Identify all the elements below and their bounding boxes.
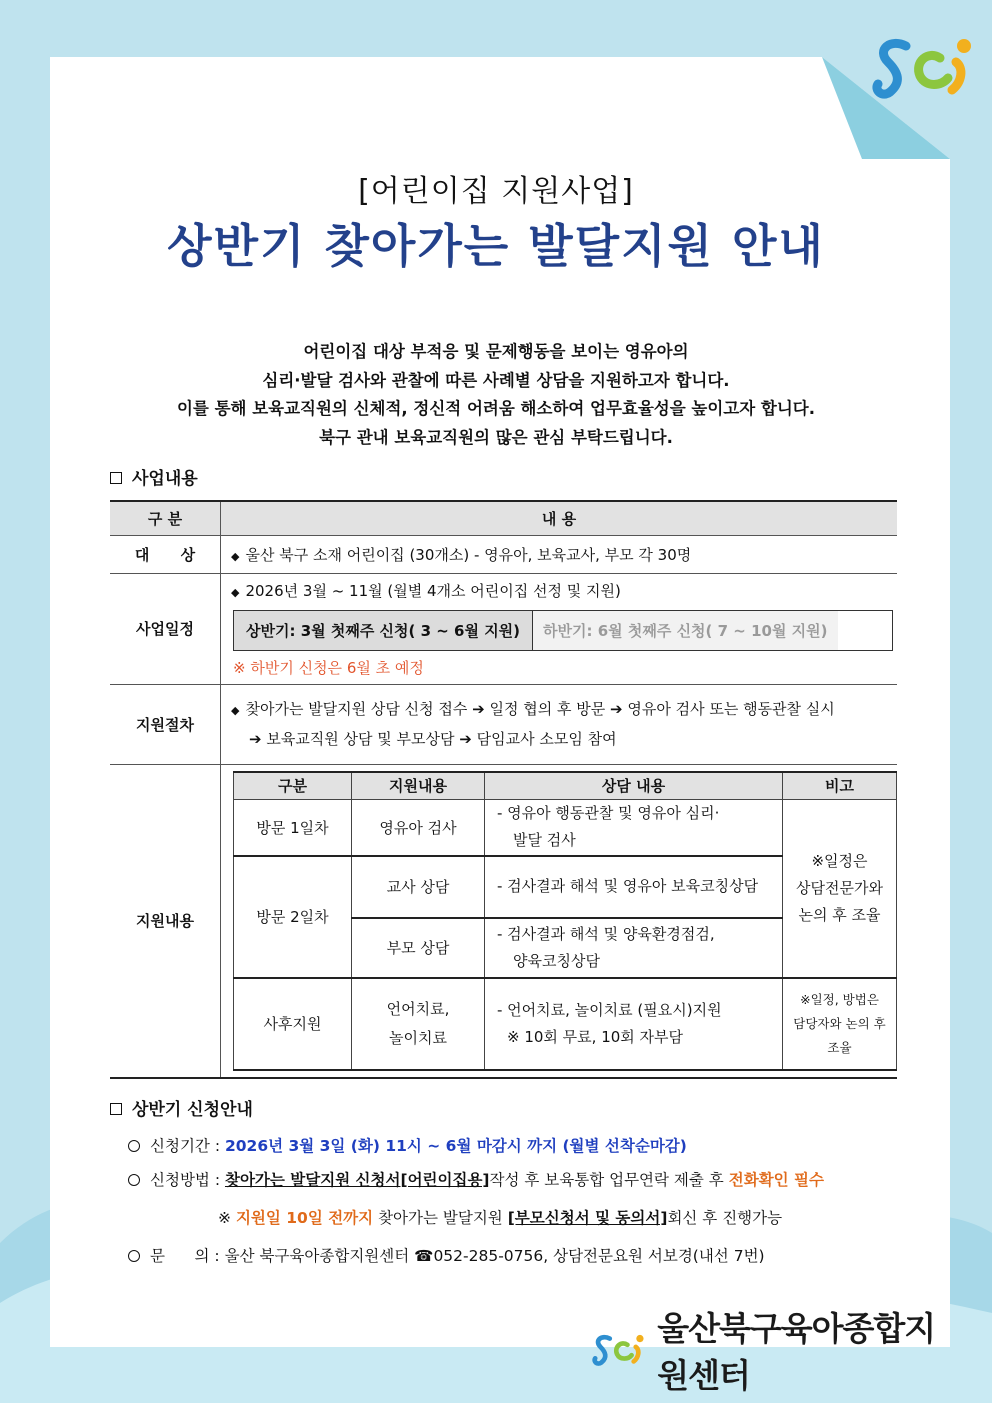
procedure-line-1: 찾아가는 발달지원 상담 신청 접수 ➔ 일정 협의 후 방문 ➔ 영유아 검사 또는 행동관찰 실시 [245,699,835,718]
intro-line: 어린이집 대상 부적응 및 문제행동을 보이는 영유아의 [303,342,689,361]
apply-period-value: 2026년 3월 3일 (화) 11시 ~ 6월 마감시 까지 (월별 선착순마감) [224,1137,687,1155]
support-item: 부모 상담 [352,918,485,978]
label-support: 지원내용 [110,764,221,1078]
circle-bullet-icon [128,1174,140,1186]
apply-form-name: 찾아가는 발달지원 신청서[어린이집용] [224,1171,490,1189]
inner-header: 구분 [234,772,352,800]
checkbox-square-icon [110,1103,122,1115]
procedure-line-2: ➔ 보육교직원 상담 및 부모상담 ➔ 담임교사 소모임 참여 [249,729,617,748]
detail-text: 양육코칭상담 [513,951,600,970]
remark-text: ※일정, 방법은 [800,991,879,1007]
schedule-second-half: 하반기: 6월 첫째주 신청( 7 ~ 10월 지원) [533,611,837,650]
inner-header: 지원내용 [352,772,485,800]
intro-line: 이를 통해 보육교직원의 신체적, 정신적 어려움 해소하여 업무효율성을 높이고자 합니다. [176,399,816,418]
intro-line: 심리·발달 검사와 관찰에 따른 사례별 상담을 지원하고자 합니다. [262,370,730,390]
circle-bullet-icon [128,1250,140,1262]
apply-period: 신청기간 : 2026년 3월 3일 (화) 11시 ~ 6월 마감시 까지 (월별 선착순마감) [128,1134,687,1156]
contact-value: 울산 북구육아종합지원센터 ☎052-285-0756, 상담전문요원 서보경(내선 7번) [224,1247,765,1265]
detail-text: - 영유아 행동관찰 및 영유아 심리· [497,804,720,823]
center-logo-icon [590,1320,647,1380]
page-title: 상반기 찾아가는 발달지원 안내 [167,219,825,273]
table-row-target [110,535,897,573]
checkbox-square-icon [110,472,122,484]
support-item: 교사 상담 [352,856,485,918]
remark-text: 담당자와 논의 후 [793,1015,886,1031]
remark-text: 조율 [827,1039,852,1055]
notice-deadline: 지원일 10일 전까지 [235,1209,374,1227]
visit-day-2: 방문 2일차 [234,856,352,978]
circle-bullet-icon [128,1140,140,1152]
remark-text: 상담전문가와 [796,878,883,897]
diamond-bullet-icon: ◆ [231,549,240,563]
table-row-procedure [110,684,897,764]
footer-logo [590,1309,960,1395]
label-target: 대 상 [110,535,221,573]
support-item: 놀이치료 [389,1028,447,1047]
intro-paragraph [0,338,992,452]
business-content-table [110,500,897,1079]
header-content: 내 용 [221,501,898,535]
detail-text: - 검사결과 해석 및 영유아 보육코칭상담 [485,856,783,918]
remark-text: ※일정은 [811,851,868,870]
inner-header-row [234,772,897,800]
detail-text: - 언어치료, 놀이치료 (필요시)지원 [497,1000,722,1019]
target-text: 울산 북구 소재 어린이집 (30개소) - 영유아, 보육교사, 부모 각 30명 [245,545,692,564]
label-procedure: 지원절차 [110,684,221,764]
detail-text: - 검사결과 해석 및 양육환경점검, [497,924,715,943]
phone-confirm-required: 전화확인 필수 [728,1171,824,1189]
support-item: 언어치료, [386,999,450,1018]
section-heading-apply: 상반기 신청안내 [110,1095,253,1120]
header-category: 구 분 [110,501,221,535]
schedule-text: 2026년 3월 ~ 11월 (월별 4개소 어린이집 선정 및 지원) [245,581,621,600]
table-row-support [110,764,897,1078]
label-schedule: 사업일정 [110,573,221,684]
table-row [234,978,897,1070]
support-item: 영유아 검사 [352,800,485,856]
visit-day-1: 방문 1일차 [234,800,352,856]
diamond-bullet-icon: ◆ [231,703,240,717]
schedule-first-half: 상반기: 3월 첫째주 신청( 3 ~ 6월 지원) [234,611,533,650]
schedule-note: ※ 하반기 신청은 6월 초 예정 [233,658,424,677]
section-heading-business: 사업내용 [110,464,198,489]
table-header-row [110,501,897,535]
support-detail-table [233,771,897,1071]
detail-text: ※ 10회 무료, 10회 자부담 [507,1027,684,1046]
apply-contact: 문 의 : 울산 북구육아종합지원센터 ☎052-285-0756, 상담전문요원 서보경(내선 7번) [128,1244,765,1266]
detail-text: 발달 검사 [513,831,576,850]
intro-line: 북구 관내 보육교직원의 많은 관심 부탁드립니다. [319,427,673,447]
footer-org-name: 울산북구육아종합지원센터 [657,1309,936,1395]
apply-method: 신청방법 : 찾아가는 발달지원 신청서[어린이집용]작성 후 보육통합 업무연락 제출 후 전화확인 필수 [128,1168,824,1190]
inner-header: 비고 [783,772,897,800]
inner-header: 상담 내용 [485,772,783,800]
page-subtitle: [어린이집 지원사업] [358,174,634,209]
remark-text: 논의 후 조율 [798,905,881,924]
center-logo-icon [868,28,978,108]
diamond-bullet-icon: ◆ [231,585,240,599]
parent-form-name: [부모신청서 및 동의서] [507,1209,668,1227]
after-support: 사후지원 [234,978,352,1070]
table-row [234,800,897,856]
schedule-periods [233,610,893,651]
apply-notice: ※ 지원일 10일 전까지 찾아가는 발달지원 [부모신청서 및 동의서]회신 후 진행가능 [218,1209,783,1227]
table-row-schedule [110,573,897,684]
